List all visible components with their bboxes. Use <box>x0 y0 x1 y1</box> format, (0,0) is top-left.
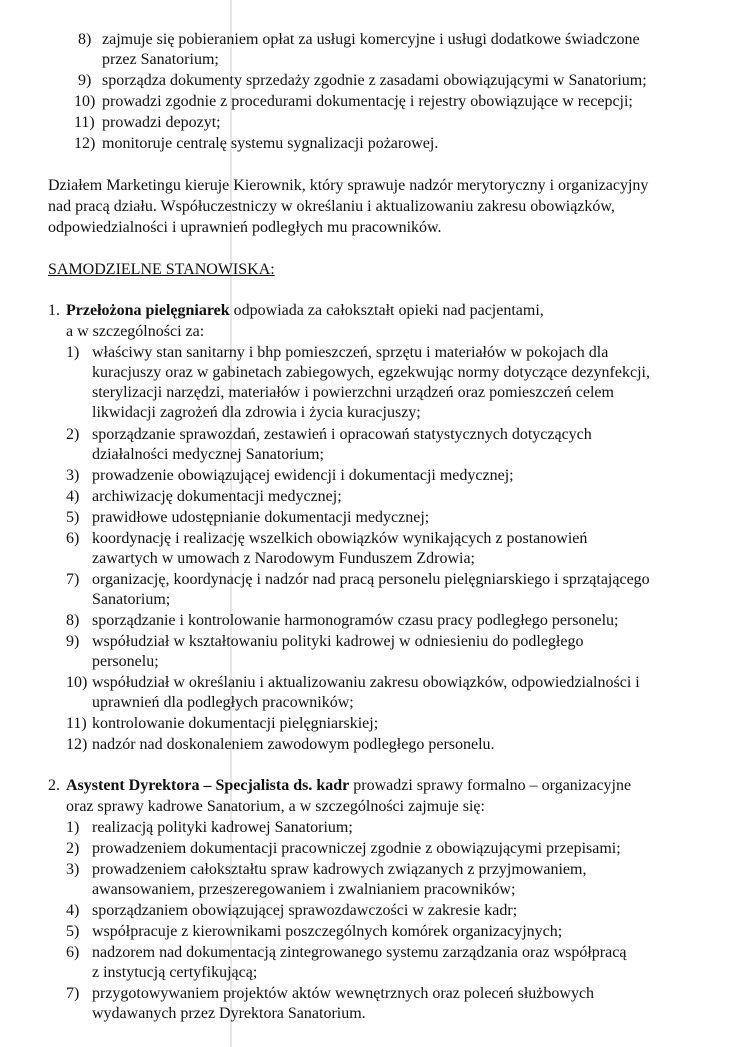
section-intro-text: odpowiada za całokształt opieki nad pacjentami, <box>229 302 544 319</box>
item-number: 2) <box>66 426 80 443</box>
list-item <box>66 860 586 880</box>
top-list-item <box>78 71 647 91</box>
list-item <box>66 611 618 631</box>
list-item-continuation: sterylizacji narzędzi, materiałów i powierzchni urządzeń oraz pomieszczeń celem <box>92 384 614 401</box>
item-text: przygotowywaniem projektów aktów wewnętrznych oraz poleceń służbowych <box>92 985 595 1002</box>
list-item <box>66 714 378 734</box>
item-number: 9) <box>66 633 80 650</box>
item-number: 8) <box>66 612 80 629</box>
list-item-continuation: uprawnień dla podległych pracowników; <box>92 694 354 711</box>
list-item <box>66 735 495 755</box>
marketing-paragraph-line: nad pracą działu. Współuczestniczy w określaniu i aktualizowaniu zakresu obowiązków, <box>48 198 615 215</box>
list-item <box>66 818 353 838</box>
item-number: 4) <box>66 488 80 505</box>
item-number: 6) <box>66 944 80 961</box>
list-item-continuation: działalności medycznej Sanatorium; <box>92 446 324 463</box>
list-item <box>66 466 514 486</box>
list-item <box>66 901 517 921</box>
section1-intro-line2: a w szczególności za: <box>66 323 205 340</box>
item-text: nadzorem nad dokumentacją zintegrowanego systemu zarządzania oraz współpracą <box>92 944 627 961</box>
list-item-continuation: awansowaniem, przeszeregowaniem i zwalnianiem pracowników; <box>92 881 516 898</box>
item-text: właściwy stan sanitarny i bhp pomieszczeń, sprzętu i materiałów w pokojach dla <box>92 344 609 361</box>
item-number: 5) <box>66 923 80 940</box>
section-title: Przełożona pielęgniarek <box>66 302 230 319</box>
item-number: 5) <box>66 509 80 526</box>
item-number: 8) <box>78 31 92 48</box>
list-item-continuation: z instytucją certyfikującą; <box>92 964 258 981</box>
item-text: prowadzenie obowiązującej ewidencji i dokumentacji medycznej; <box>92 467 514 484</box>
item-text: sporządzanie sprawozdań, zestawień i opracowań statystycznych dotyczących <box>92 426 592 443</box>
top-list-item-continuation <box>102 50 219 70</box>
list-item <box>66 570 650 590</box>
item-text: nadzór nad doskonaleniem zawodowym podległego personelu. <box>92 736 495 753</box>
item-text: zajmuje się pobieraniem opłat za usługi komercyjne i usługi dodatkowe świadczone <box>102 31 640 48</box>
section1-intro <box>48 301 544 321</box>
list-item-continuation: wydawanych przez Dyrektora Sanatorium. <box>92 1005 366 1022</box>
item-number: 3) <box>66 467 80 484</box>
list-item-continuation: personelu; <box>92 653 159 670</box>
list-item <box>66 529 587 549</box>
item-text: prawidłowe udostępnianie dokumentacji medycznej; <box>92 509 430 526</box>
top-list-item <box>78 30 640 50</box>
section2-intro-line2: oraz sprawy kadrowe Sanatorium, a w szczególności zajmuje się: <box>66 798 485 815</box>
item-number: 12) <box>66 736 88 753</box>
list-item <box>66 632 583 652</box>
item-number: 2) <box>66 840 80 857</box>
item-text: archiwizację dokumentacji medycznej; <box>92 488 342 505</box>
item-number: 7) <box>66 985 80 1002</box>
item-text: monitoruje centralę systemu sygnalizacji pożarowej. <box>102 135 439 152</box>
section2-intro <box>48 776 631 796</box>
item-text: przez Sanatorium; <box>102 51 219 68</box>
list-item <box>66 673 640 693</box>
item-text: realizacją polityki kadrowej Sanatorium; <box>92 819 353 836</box>
item-text: sporządzanie i kontrolowanie harmonogramów czasu pracy podległego personelu; <box>92 612 619 629</box>
section-heading: SAMODZIELNE STANOWISKA: <box>48 261 275 278</box>
item-text: współpracuje z kierownikami poszczególnych komórek organizacyjnych; <box>92 923 563 940</box>
item-text: współudział w określaniu i aktualizowaniu zakresu obowiązków, odpowiedzialności i <box>92 674 640 691</box>
item-number: 9) <box>78 72 92 89</box>
item-number: 10) <box>74 93 96 110</box>
top-list-item <box>74 92 633 112</box>
item-number: 11) <box>66 715 87 732</box>
list-item-continuation: Sanatorium; <box>92 591 171 608</box>
item-number: 12) <box>74 135 96 152</box>
section-number: 2. <box>48 777 60 794</box>
item-text: prowadzeniem całokształtu spraw kadrowych związanych z przyjmowaniem, <box>92 861 587 878</box>
list-item <box>66 425 592 445</box>
item-text: współudział w kształtowaniu polityki kadrowej w odniesieniu do podległego <box>92 633 584 650</box>
list-item <box>66 943 626 963</box>
top-list-item <box>74 113 221 133</box>
item-number: 11) <box>74 114 95 131</box>
item-text: sporządza dokumenty sprzedaży zgodnie z zasadami obowiązującymi w Sanatorium; <box>102 72 647 89</box>
item-text: kontrolowanie dokumentacji pielęgniarskiej; <box>92 715 379 732</box>
list-item-continuation: zawartych w umowach z Narodowym Funduszem Zdrowia; <box>92 550 475 567</box>
list-item-continuation: likwidacji zagrożeń dla zdrowia i życia kuracjuszy; <box>92 404 421 421</box>
item-number: 1) <box>66 344 80 361</box>
list-item <box>66 839 621 859</box>
list-item-continuation: kuracjuszy oraz w gabinetach zabiegowych, egzekwując normy dotyczące dezynfekcji, <box>92 364 650 381</box>
item-number: 4) <box>66 902 80 919</box>
item-text: prowadzi zgodnie z procedurami dokumentację i rejestry obowiązujące w recepcji; <box>102 93 633 110</box>
section-intro-text: prowadzi sprawy formalno – organizacyjne <box>349 777 632 794</box>
marketing-paragraph-line: Działem Marketingu kieruje Kierownik, który sprawuje nadzór merytoryczny i organizacyjny <box>48 177 649 194</box>
item-number: 10) <box>66 674 88 691</box>
item-text: sporządzaniem obowiązującej sprawozdawczości w zakresie kadr; <box>92 902 518 919</box>
section-number: 1. <box>48 302 60 319</box>
marketing-paragraph-line: odpowiedzialności i uprawnień podległych mu pracowników. <box>48 219 442 236</box>
item-text: koordynację i realizację wszelkich obowiązków wynikających z postanowień <box>92 530 588 547</box>
item-number: 3) <box>66 861 80 878</box>
section-title: Asystent Dyrektora – Specjalista ds. kadr <box>66 777 350 794</box>
list-item <box>66 922 562 942</box>
list-item <box>66 487 342 507</box>
list-item <box>66 984 594 1004</box>
list-item <box>66 343 608 363</box>
item-text: prowadzi depozyt; <box>102 114 221 131</box>
item-number: 6) <box>66 530 80 547</box>
item-text: organizację, koordynację i nadzór nad pracą personelu pielęgniarskiego i sprzątającego <box>92 571 650 588</box>
item-number: 1) <box>66 819 80 836</box>
item-text: prowadzeniem dokumentacji pracowniczej zgodnie z obowiązującymi przepisami; <box>92 840 621 857</box>
item-number: 7) <box>66 571 80 588</box>
list-item <box>66 508 429 528</box>
top-list-item <box>74 134 438 154</box>
